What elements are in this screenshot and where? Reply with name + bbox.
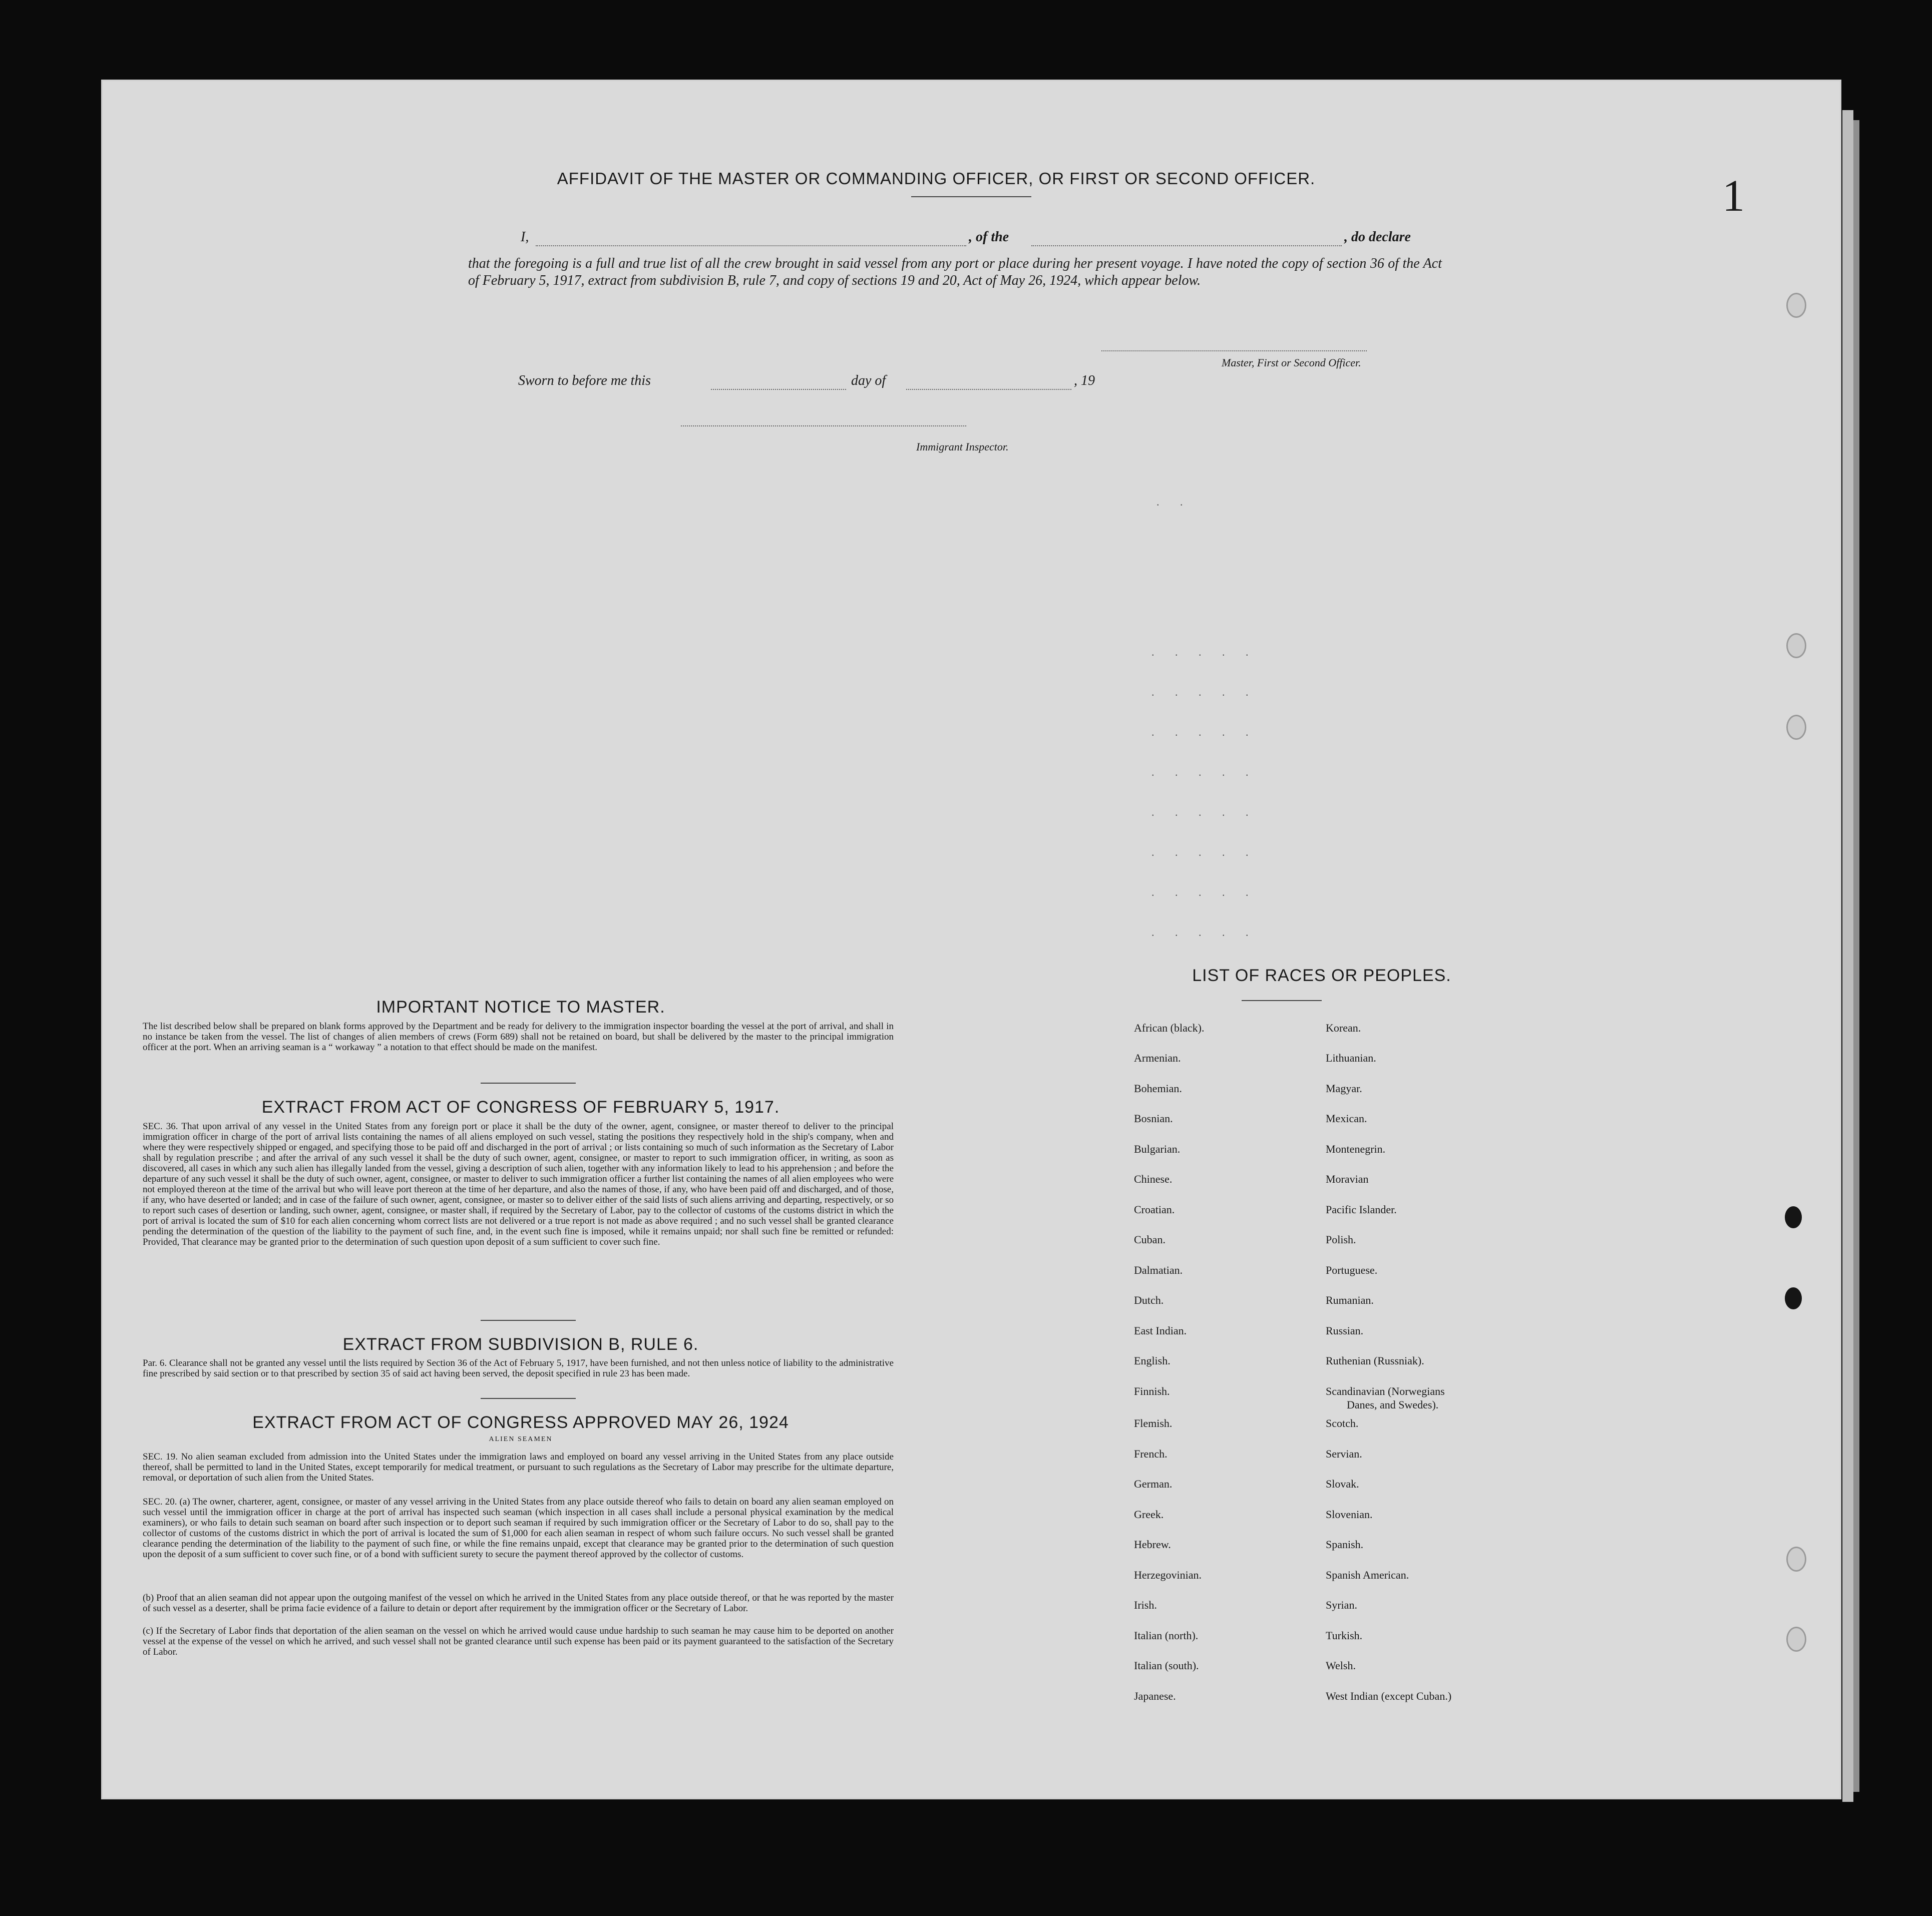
section-divider [481, 1083, 576, 1084]
affidavit-body: that the foregoing is a full and true list of all the crew brought in said vessel from any port or place during her present voyage. I have noted the copy of section 36 of the Act of February 5, 1917, extract from subdivision B, rule 7, and copy of sections 19 and 20, Act of May 26, 1924, which appear below. [468, 256, 1442, 288]
section-divider [481, 1398, 576, 1399]
leader-dots: . . . . . [1151, 766, 1258, 778]
race-item: Flemish. [1134, 1417, 1173, 1429]
rule6-title: EXTRACT FROM SUBDIVISION B, RULE 6. [342, 1335, 699, 1354]
race-item: Finnish. [1134, 1385, 1170, 1397]
race-item: Spanish American. [1326, 1569, 1409, 1581]
notice-body: The list described below shall be prepared on blank forms approved by the Department and be ready for delivery to the immigration inspector boarding the vessel at the port of arrival, and shall in no instance be taken from the vessel. The list of changes of alien members of crews (Form 689) shall not be retained on board, but shall be delivered by the master to the principal immigration officer at the port. When an arriving seaman is a “ workaway ” a notation to that effect should be made on the manifest. [143, 1021, 894, 1053]
extract-1917-body: SEC. 36. That upon arrival of any vessel in the United States from any foreign port or place it shall be the duty of the owner, agent, consignee, or master thereof to deliver to the principal immigration officer in charge of the port of arrival lists containing the names of all aliens employed on such vessel, stating the positions they respectively hold in the ship's company, when and where they were respectively shipped or engaged, and specifying those to be paid off and discharged in the port of arrival ; or lists containing so much of such information as the Secretary of Labor shall by regulation prescribe ; and after the arrival of any such vessel it shall be the duty of such owner, agent, consignee, or master to report to such immigration officer, in writing, as soon as discovered, all cases in which any such alien has illegally landed from the vessel, giving a description of such alien, together with any information likely to lead to his apprehension ; and before the departure of any such vessel it shall be the duty of such owner, agent, consignee, or master to deliver to such immigration officer a further list containing the names of all alien employees who were not employed thereon at the time of the arrival but who will leave port thereon at the time of her departure, and also the names of those, if any, who have been paid off and discharged, and of those, if any, who have deserted or landed; and in case of the failure of such owner, agent, consignee, or master so to deliver either of the said lists of such aliens arriving and departing, respectively, or so to report such cases of desertion or landing, such owner, agent, consignee, or master shall, if required by the Secretary of Labor, pay to the collector of customs of the customs district in which the port of arrival is located the sum of $10 for each alien concerning whom correct lists are not delivered or a true report is not made as above required ; and no such vessel shall be granted clearance pending the determination of the question of the liability to the payment of such fine, and, in the event such fine is imposed, while it remains unpaid; nor shall such fine be remitted or refunded: Provided, That clearance may be granted prior to the determination of such question upon deposit of a sum sufficient to cover such fine. [143, 1121, 894, 1247]
race-item: Rumanian. [1326, 1294, 1374, 1306]
race-item: Bosnian. [1134, 1112, 1173, 1125]
leader-dots: . . . . . [1151, 846, 1258, 858]
race-item: Scandinavian (Norwegians [1326, 1385, 1445, 1397]
race-item: East Indian. [1134, 1324, 1187, 1337]
race-item: Russian. [1326, 1324, 1364, 1337]
sworn-year: , 19 [1074, 373, 1095, 388]
signature-line[interactable] [1101, 350, 1367, 351]
race-item: Armenian. [1134, 1052, 1181, 1064]
race-item: Magyar. [1326, 1082, 1362, 1095]
day-of: day of [851, 373, 886, 388]
title-underline [911, 196, 1031, 197]
race-item: Portuguese. [1326, 1264, 1378, 1276]
binder-hole [1786, 293, 1806, 318]
sworn-before: Sworn to before me this [518, 373, 651, 388]
binder-hole [1786, 1627, 1806, 1652]
race-item: Mexican. [1326, 1112, 1367, 1125]
sworn-day-field[interactable] [711, 389, 846, 390]
race-item: Danes, and Swedes). [1347, 1398, 1439, 1411]
race-item: Syrian. [1326, 1599, 1357, 1611]
race-item: Lithuanian. [1326, 1052, 1376, 1064]
race-item: African (black). [1134, 1022, 1205, 1034]
race-item: Slovak. [1326, 1478, 1359, 1490]
affidavit-of-the: , of the [969, 229, 1009, 245]
race-item: Croatian. [1134, 1203, 1175, 1216]
race-item: Turkish. [1326, 1629, 1363, 1642]
affidavit-i: I, [521, 229, 529, 245]
extract-1924-title: EXTRACT FROM ACT OF CONGRESS APPROVED MAY 26, 1924 [252, 1413, 789, 1432]
affidavit-title: AFFIDAVIT OF THE MASTER OR COMMANDING OFFICER, OR FIRST OR SECOND OFFICER. [557, 169, 1316, 188]
affidavit-declare: , do declare [1344, 229, 1411, 245]
race-item: West Indian (except Cuban.) [1326, 1690, 1452, 1702]
race-item: Korean. [1326, 1022, 1361, 1034]
inspector-signature-line[interactable] [681, 425, 966, 426]
leader-dots: . . . . . [1151, 886, 1258, 898]
race-item: Bulgarian. [1134, 1143, 1181, 1155]
binder-hole [1786, 633, 1806, 658]
race-item: Moravian [1326, 1173, 1369, 1185]
signature-label: Master, First or Second Officer. [1222, 356, 1361, 369]
race-item: Welsh. [1326, 1659, 1356, 1672]
page-edge-shadow [1853, 120, 1859, 1792]
race-item: Hebrew. [1134, 1538, 1171, 1551]
race-item: Dalmatian. [1134, 1264, 1183, 1276]
race-item: Scotch. [1326, 1417, 1359, 1429]
race-item: Servian. [1326, 1448, 1362, 1460]
binder-hole [1786, 1547, 1806, 1572]
race-item: English. [1134, 1354, 1171, 1367]
section-divider [481, 1320, 576, 1321]
name-field[interactable] [536, 245, 966, 246]
race-item: Spanish. [1326, 1538, 1364, 1551]
sworn-month-field[interactable] [906, 389, 1071, 390]
race-item: Italian (south). [1134, 1659, 1199, 1672]
race-item: Montenegrin. [1326, 1143, 1386, 1155]
race-item: Ruthenian (Russniak). [1326, 1354, 1424, 1367]
race-item: Italian (north). [1134, 1629, 1199, 1642]
page-number: 1 [1722, 171, 1745, 221]
inspector-label: Immigrant Inspector. [916, 440, 1009, 453]
race-item: Slovenian. [1326, 1508, 1373, 1521]
page-edge [1842, 110, 1853, 1802]
leader-dots: . . . . . [1151, 686, 1258, 698]
sec20c-body: (c) If the Secretary of Labor finds that deportation of the alien seaman on the vessel on which he arrived would cause undue hardship to such seaman he may cause him to be deported on another vessel at the expense of the vessel on which he arrived, and such vessel shall not be granted clearance until such expense has been paid or its payment guaranteed to the satisfaction of the Secretary of Labor. [143, 1626, 894, 1657]
race-item: Dutch. [1134, 1294, 1164, 1306]
sec20b-body: (b) Proof that an alien seaman did not appear upon the outgoing manifest of the vessel on which he arrived in the United States from any place outside thereof, or that he was reported by the master of such vessel as a deserter, shall be prima facie evidence of a failure to detain or deport after requirement by the immigration officer or the Secretary of Labor. [143, 1593, 894, 1614]
race-item: Herzegovinian. [1134, 1569, 1202, 1581]
race-item: Irish. [1134, 1599, 1157, 1611]
rule6-body: Par. 6. Clearance shall not be granted any vessel until the lists required by Section 36 of the Act of February 5, 1917, have been furnished, and not then unless notice of liability to the administrative fine prescribed by said section or to that prescribed by section 35 of said act having been served, the deposit specified in rule 23 has been made. [143, 1358, 894, 1379]
leader-dots: . . [1156, 496, 1192, 508]
race-item: Greek. [1134, 1508, 1164, 1521]
notice-title: IMPORTANT NOTICE TO MASTER. [376, 998, 665, 1017]
vessel-field[interactable] [1031, 245, 1342, 246]
leader-dots: . . . . . [1151, 806, 1258, 818]
alien-seamen-subtitle: ALIEN SEAMEN [489, 1435, 553, 1443]
race-item: French. [1134, 1448, 1168, 1460]
leader-dots: . . . . . [1151, 726, 1258, 738]
race-item: Chinese. [1134, 1173, 1173, 1185]
binder-hole [1785, 1287, 1802, 1309]
race-item: Cuban. [1134, 1233, 1166, 1246]
leader-dots: . . . . . [1151, 926, 1258, 938]
sec19-body: SEC. 19. No alien seaman excluded from admission into the United States under the immigration laws and employed on board any vessel arriving in the United States from any place outside thereof, shall be permitted to land in the United States, except temporarily for medical treatment, or pursuant to such regulations as the Secretary of Labor may prescribe for the ultimate departure, removal, or deportation of such alien from the United States. [143, 1452, 894, 1483]
race-item: German. [1134, 1478, 1173, 1490]
extract-1917-title: EXTRACT FROM ACT OF CONGRESS OF FEBRUARY 5, 1917. [261, 1098, 780, 1117]
race-item: Polish. [1326, 1233, 1356, 1246]
leader-dots: . . . . . [1151, 646, 1258, 658]
races-title: LIST OF RACES OR PEOPLES. [1192, 966, 1451, 985]
races-title-underline [1242, 1000, 1322, 1001]
sec20a-body: SEC. 20. (a) The owner, charterer, agent, consignee, or master of any vessel arriving in the United States from any place outside thereof who fails to detain on board any alien seaman employed on such vessel until the immigration officer in charge at the port of arrival has inspected such seaman (which inspection in all cases shall include a personal physical examination by the medical examiners), or who fails to detain such seaman on board after such inspection or to deport such seaman if required by such immigration officer or the Secretary of Labor to do so, shall pay to the collector of customs of the customs district in which the port of arrival is located the sum of $1,000 for each alien seaman in respect of whom such failure occurs. No such vessel shall be granted clearance pending the determination of the liability to the payment of such fine, or while the fine remains unpaid, except that clearance may be granted prior to the determination of such question upon the deposit of a sum sufficient to cover such fine, or of a bond with sufficient surety to secure the payment thereof approved by the collector of customs. [143, 1497, 894, 1560]
binder-hole [1785, 1206, 1802, 1228]
race-item: Bohemian. [1134, 1082, 1182, 1095]
race-item: Pacific Islander. [1326, 1203, 1397, 1216]
race-item: Japanese. [1134, 1690, 1176, 1702]
binder-hole [1786, 715, 1806, 740]
